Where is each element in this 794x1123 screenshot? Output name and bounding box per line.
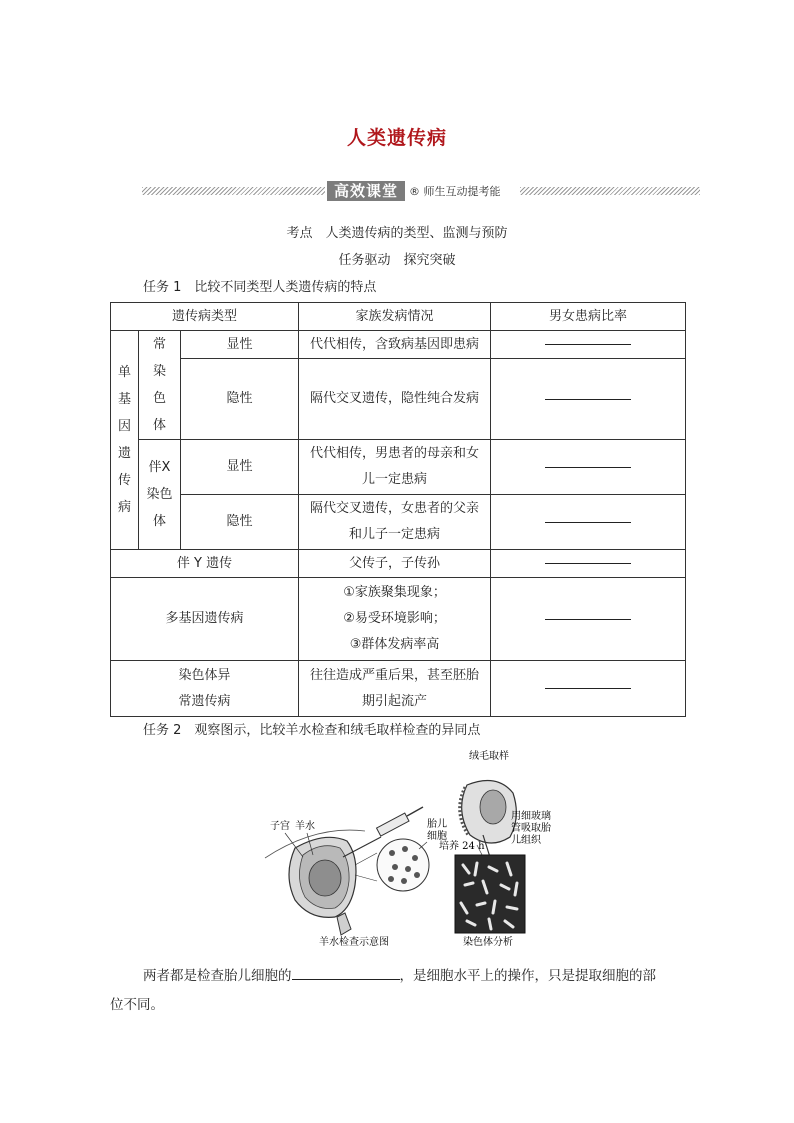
section-banner-subtitle: ® 师生互动提考能 — [409, 185, 501, 198]
chromosomal-type-line1: 染色体异 — [178, 667, 231, 683]
auto-recessive-ratio-blank — [491, 359, 686, 440]
banner-hatch-left — [142, 187, 325, 195]
caption-amniocentesis: 羊水检查示意图 — [319, 937, 389, 948]
answer-blank[interactable] — [545, 562, 631, 564]
table-row — [111, 331, 686, 359]
multi-gene-family-line3: ③群体发病率高 — [349, 637, 440, 652]
header-family: 家族发病情况 — [299, 303, 491, 331]
x-linked-text: 伴X染色体 — [146, 460, 173, 529]
autosomal-label — [139, 331, 181, 440]
prenatal-testing-figure — [255, 745, 555, 955]
caption-chromosome: 染色体分析 — [463, 937, 513, 948]
summary-paragraph — [143, 962, 683, 991]
uterus-illustration — [265, 830, 365, 935]
answer-blank[interactable] — [545, 687, 631, 689]
single-gene-text: 单基因遗传病 — [117, 365, 131, 515]
x-dominant-type: 显性 — [181, 440, 299, 495]
table-row — [111, 359, 686, 440]
task-2-label: 任务 2 观察图示，比较羊水检查和绒毛取样检查的异同点 — [143, 723, 481, 738]
chromosomal-type — [111, 661, 299, 717]
table-row — [111, 578, 686, 661]
multi-gene-type: 多基因遗传病 — [111, 578, 299, 661]
label-fetal-line1: 胎儿 — [427, 819, 447, 830]
label-amniotic: 羊水 — [295, 821, 315, 832]
x-dominant-family-line2: 儿一定患病 — [362, 472, 428, 487]
chromosomal-type-line2: 常遗传病 — [178, 693, 231, 709]
task-heading: 任务驱动 探究突破 — [338, 253, 456, 268]
disease-comparison-table — [110, 302, 686, 717]
label-tube-line3: 儿组织 — [511, 835, 541, 846]
chromosomal-family — [299, 661, 491, 717]
paragraph-part1: 两者都是检查胎儿细胞的 — [143, 968, 292, 984]
label-culture: 培养 24 h — [439, 841, 485, 852]
x-dominant-family — [299, 440, 491, 495]
chromosomal-ratio-blank — [491, 661, 686, 717]
banner-hatch-right — [520, 187, 700, 195]
table-row — [111, 495, 686, 550]
multi-gene-family — [299, 578, 491, 661]
x-recessive-family-line1: 隔代交叉遗传，女患者的父亲 — [310, 501, 480, 516]
x-recessive-family-line2: 和儿子一定患病 — [349, 527, 441, 542]
auto-recessive-family: 隔代交叉遗传，隐性纯合发病 — [299, 359, 491, 440]
multi-gene-family-line2: ②易受环境影响； — [343, 611, 446, 626]
header-type: 遗传病类型 — [111, 303, 299, 331]
chromosome-analysis-image — [455, 855, 525, 933]
multi-gene-ratio-blank — [491, 578, 686, 661]
header-ratio: 男女患病比率 — [491, 303, 686, 331]
chromosomal-family-line2: 期引起流产 — [362, 693, 428, 709]
autosomal-text: 常染色体 — [152, 337, 166, 433]
summary-paragraph-line2: 位不同。 — [110, 997, 164, 1013]
x-recessive-family — [299, 495, 491, 550]
auto-recessive-type: 隐性 — [181, 359, 299, 440]
multi-gene-family-line1: ①家族聚集现象； — [343, 585, 446, 600]
answer-blank[interactable] — [545, 466, 631, 468]
answer-blank[interactable] — [545, 398, 631, 400]
answer-blank[interactable] — [545, 521, 631, 523]
answer-blank[interactable] — [545, 618, 631, 620]
x-dominant-ratio-blank — [491, 440, 686, 495]
auto-dominant-ratio-blank — [491, 331, 686, 359]
auto-dominant-type: 显性 — [181, 331, 299, 359]
x-recessive-ratio-blank — [491, 495, 686, 550]
table-row — [111, 550, 686, 578]
topic-heading: 考点 人类遗传病的类型、监测与预防 — [286, 226, 508, 241]
table-row — [111, 661, 686, 717]
label-tube-line1: 用细玻璃 — [511, 811, 551, 822]
y-linked-ratio-blank — [491, 550, 686, 578]
label-uterus: 子宫 — [270, 821, 290, 832]
table-row — [111, 440, 686, 495]
task-1-label: 任务 1 比较不同类型人类遗传病的特点 — [143, 280, 377, 295]
label-villus: 绒毛取样 — [469, 751, 509, 762]
section-banner: 高效课堂 — [327, 181, 405, 201]
answer-blank[interactable] — [545, 343, 631, 345]
paragraph-part2: ，是细胞水平上的操作，只是提取细胞的部 — [399, 968, 656, 984]
answer-blank[interactable] — [292, 967, 400, 980]
y-linked-family: 父传子，子传孙 — [299, 550, 491, 578]
chromosomal-family-line1: 往往造成严重后果，甚至胚胎 — [310, 667, 480, 683]
y-linked-type: 伴 Y 遗传 — [111, 550, 299, 578]
x-linked-label — [139, 440, 181, 550]
label-tube-line2: 管吸取胎 — [511, 823, 551, 834]
label-fetal-line2: 细胞 — [427, 831, 447, 842]
auto-dominant-family: 代代相传，含致病基因即患病 — [299, 331, 491, 359]
page-title: 人类遗传病 — [346, 127, 447, 149]
table-header-row — [111, 303, 686, 331]
single-gene-label — [111, 331, 139, 550]
x-dominant-family-line1: 代代相传，男患者的母亲和女 — [310, 446, 480, 461]
x-recessive-type: 隐性 — [181, 495, 299, 550]
